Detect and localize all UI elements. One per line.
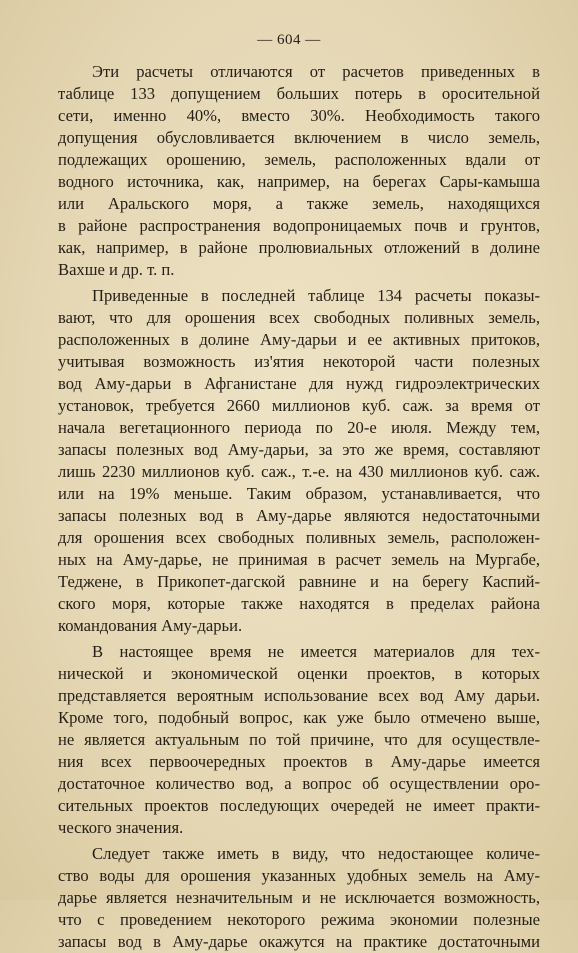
text-line: вают, что для орошения всех свободных поливных земель,: [58, 308, 540, 327]
paragraph: [58, 61, 540, 281]
text-line: не является актуальным по той причине, что для осуществле-: [58, 730, 540, 749]
text-line: Кроме того, подобный вопрос, как уже было отмечено выше,: [58, 708, 540, 727]
text-line: Теджене, в Прикопет-дагской равнине и на берегу Каспий-: [58, 572, 540, 591]
text-line: ство воды для орошения указанных удобных земель на Аму-: [58, 866, 540, 885]
text-line: сети, именно 40%, вместо 30%. Необходимость такого: [58, 106, 540, 125]
text-line: водного источника, как, например, на берегах Сары-камыша: [58, 172, 540, 191]
text-line: или на 19% меньше. Таким образом, устанавливается, что: [58, 484, 540, 503]
text-line: лишь 2230 миллионов куб. саж., т.-е. на 430 миллионов куб. саж.: [58, 462, 540, 481]
paragraph: [58, 285, 540, 637]
text-line: Эти расчеты отличаются от расчетов приведенных в: [92, 62, 540, 81]
text-line: подлежащих орошению, земель, расположенных вдали от: [58, 150, 540, 169]
body-text: [58, 61, 540, 953]
text-line: Вахше и др. т. п.: [58, 260, 175, 279]
text-line: Приведенные в последней таблице 134 расчеты показы-: [92, 286, 540, 305]
paragraph: [58, 641, 540, 839]
text-line: ческого значения.: [58, 818, 184, 837]
text-line: учитывая возможность из'ятия некоторой части полезных: [58, 352, 540, 371]
text-line: установок, требуется 2660 миллионов куб. саж. за время от: [58, 396, 540, 415]
text-line: для орошения всех свободных поливных земель, расположен-: [58, 528, 540, 547]
text-line: допущения обусловливается включением в число земель,: [58, 128, 540, 147]
text-line: что с проведением некоторого режима экономии полезные: [58, 910, 540, 929]
text-line: запасы полезных вод в Аму-дарье являются недостаточными: [58, 506, 540, 525]
text-line: сительных проектов последующих очередей не имеет практи-: [58, 796, 540, 815]
text-line: нической и экономической оценки проектов, в которых: [58, 664, 540, 683]
text-line: запасы полезных вод Аму-дарьи, за это же время, составляют: [58, 440, 540, 459]
paragraph: [58, 843, 540, 953]
text-line: командования Аму-дарьи.: [58, 616, 243, 635]
text-line: начала вегетационного периода по 20-е июля. Между тем,: [58, 418, 540, 437]
text-line: в районе распространения водопроницаемых почв и грунтов,: [58, 216, 540, 235]
text-line: Следует также иметь в виду, что недостающее количе-: [92, 844, 540, 863]
text-line: вод Аму-дарьи в Афганистане для нужд гидроэлектрических: [58, 374, 540, 393]
text-line: ния всех первоочередных проектов в Аму-дарье имеется: [58, 752, 540, 771]
text-line: запасы вод в Аму-дарье окажутся на практике достаточными: [58, 932, 540, 951]
text-line: таблице 133 допущением больших потерь в оросительной: [58, 84, 540, 103]
text-line: представляется вероятным использование всех вод Аму дарьи.: [58, 686, 540, 705]
text-line: достаточное количество вод, а вопрос об осуществлении оро-: [58, 774, 540, 793]
page-number: — 604 —: [257, 32, 321, 48]
text-line: ского моря, которые также находятся в пределах района: [58, 594, 540, 613]
text-line: дарье является незначительным и не исключается возможность,: [58, 888, 540, 907]
text-line: или Аральского моря, а также земель, находящихся: [58, 194, 540, 213]
text-line: В настоящее время не имеется материалов для тех-: [92, 642, 540, 661]
text-line: ных на Аму-дарье, не принимая в расчет земель на Мургабе,: [58, 550, 540, 569]
text-line: как, например, в районе пролювиальных отложений в долине: [58, 238, 540, 257]
text-line: расположенных в долине Аму-дарьи и ее активных притоков,: [58, 330, 540, 349]
